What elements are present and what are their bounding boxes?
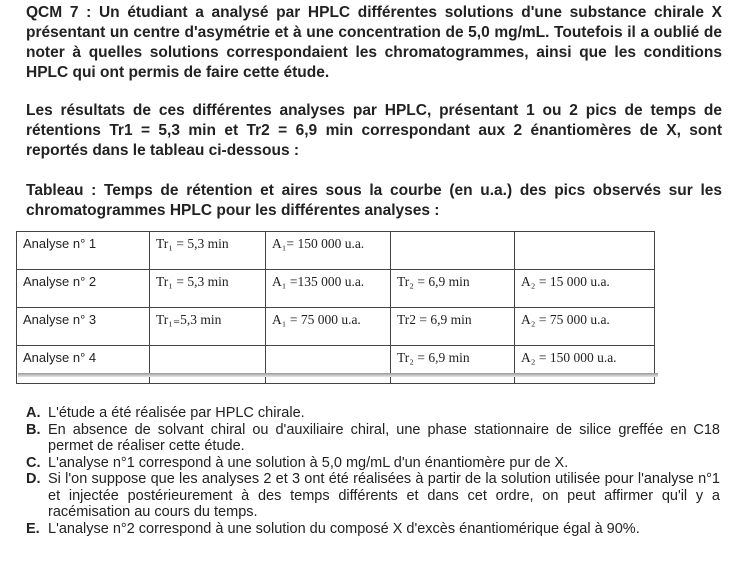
table-row — [17, 346, 655, 384]
table-row — [17, 232, 655, 270]
table-row — [17, 270, 655, 308]
answer-letter: B. — [26, 421, 41, 438]
answer-c[interactable] — [26, 455, 720, 472]
question-intro: QCM 7 : Un étudiant a analysé par HPLC différentes solutions d'une substance chirale X présentant un centre d'asymétrie et à une concentration de 5,0 mg/mL. Toutefois il a oublié de noter à quelles solutions correspondaient les chromatogrammes, ainsi que les conditions HPLC qui ont permis de faire cette étude. — [26, 4, 722, 81]
tr2-cell: Tr2 = 6,9 min — [391, 308, 515, 346]
analysis-cell: Analyse n° 2 — [17, 270, 150, 308]
tr1-cell — [150, 346, 266, 384]
analysis-cell: Analyse n° 4 — [17, 346, 150, 384]
answer-choices — [26, 405, 720, 537]
a1-cell: A₁ = 75 000 u.a. — [266, 308, 391, 346]
analysis-cell: Analyse n° 3 — [17, 308, 150, 346]
answer-text: En absence de solvant chiral ou d'auxiliaire chiral, une phase stationnaire de silice greffée en C18 permet de réaliser cette étude. — [48, 421, 720, 454]
analysis-cell: Analyse n° 1 — [17, 232, 150, 270]
tr1-cell: Tr₁₌5,3 min — [150, 308, 266, 346]
answer-a[interactable] — [26, 405, 720, 422]
answer-b[interactable] — [26, 422, 720, 455]
results-paragraph: Les résultats de ces différentes analyses par HPLC, présentant 1 ou 2 pics de temps de rétentions Tr1 = 5,3 min et Tr2 = 6,9 min correspondant aux 2 énantiomères de X, sont reportés dans le tableau ci-dessous : — [26, 102, 722, 159]
answer-letter: E. — [26, 520, 40, 537]
a2-cell: A₂ = 15 000 u.a. — [515, 270, 655, 308]
answer-text: Si l'on suppose que les analyses 2 et 3 ont été réalisées à partir de la solution utilisée pour l'analyse n°1 et injectée postérieurement à des temps différents et dans cet ordre, on peut affirmer qu'il y a racémisation au cours du temps. — [48, 471, 720, 520]
answer-letter: D. — [26, 471, 41, 487]
answer-d[interactable] — [26, 471, 720, 521]
hplc-results-table — [16, 231, 655, 384]
a2-cell: A₂ = 75 000 u.a. — [515, 308, 655, 346]
answer-text: L'analyse n°1 correspond à une solution à 5,0 mg/mL d'un énantiomère pur de X. — [48, 454, 569, 471]
tr2-cell: Tr₂ = 6,9 min — [391, 346, 515, 384]
answer-e[interactable] — [26, 521, 720, 538]
tr2-cell: Tr₂ = 6,9 min — [391, 270, 515, 308]
tr1-cell: Tr₁ = 5,3 min — [150, 270, 266, 308]
table-caption: Tableau : Temps de rétention et aires sous la courbe (en u.a.) des pics observés sur les chromatogrammes HPLC pour les différentes analyses : — [26, 182, 722, 219]
answer-letter: C. — [26, 454, 41, 471]
table-shadow-divider — [18, 373, 658, 377]
answer-letter: A. — [26, 405, 41, 421]
tr1-cell: Tr₁ = 5,3 min — [150, 232, 266, 270]
answer-text: L'analyse n°2 correspond à une solution du composé X d'excès énantiomérique égal à 90%. — [48, 520, 640, 537]
answer-text: L'étude a été réalisée par HPLC chirale. — [48, 405, 305, 421]
a1-cell: A₁= 150 000 u.a. — [266, 232, 391, 270]
tr2-cell — [391, 232, 515, 270]
a1-cell — [266, 346, 391, 384]
a2-cell — [515, 232, 655, 270]
table-row — [17, 308, 655, 346]
a1-cell: A₁ =135 000 u.a. — [266, 270, 391, 308]
a2-cell: A₂ = 150 000 u.a. — [515, 346, 655, 384]
